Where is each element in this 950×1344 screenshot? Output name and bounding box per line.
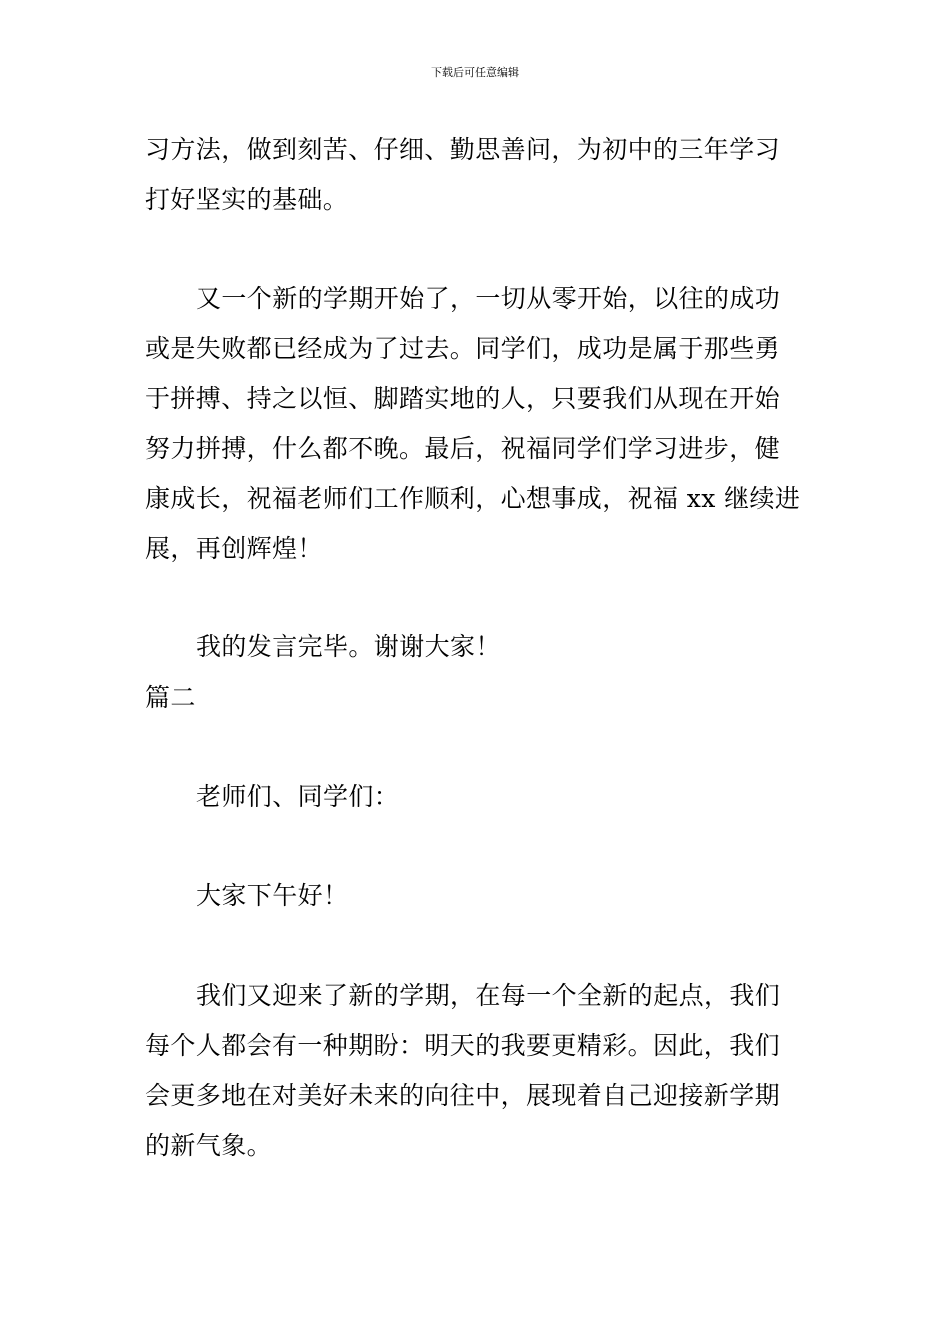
paragraph-line: 于拼搏、持之以恒、脚踏实地的人，只要我们从现在开始: [145, 384, 781, 413]
paragraph-line: 的新气象。: [145, 1131, 273, 1160]
closing-line: 我的发言完毕。谢谢大家！: [196, 632, 501, 661]
paragraph-line: 我们又迎来了新的学期，在每一个全新的起点，我们: [196, 981, 781, 1010]
paragraph-line: 每个人都会有一种期盼：明天的我要更精彩。因此，我们: [145, 1031, 781, 1060]
section-heading: 篇二: [145, 683, 196, 712]
paragraph-line: 会更多地在对美好未来的向往中，展现着自己迎接新学期: [145, 1081, 781, 1110]
paragraph-line: 又一个新的学期开始了，一切从零开始，以往的成功: [196, 284, 781, 313]
paragraph-line: 打好坚实的基础。: [145, 185, 349, 214]
greeting-line: 老师们、同学们：: [196, 782, 400, 811]
paragraph-line: 习方法，做到刻苦、仔细、勤思善问，为初中的三年学习: [145, 135, 781, 164]
paragraph-line: 展，再创辉煌！: [145, 534, 323, 563]
greeting-line: 大家下午好！: [196, 881, 349, 910]
paragraph-line: 康成长，祝福老师们工作顺利，心想事成，祝福 xx 继续进: [145, 484, 801, 513]
paragraph-line: 或是失败都已经成为了过去。同学们，成功是属于那些勇: [145, 334, 781, 363]
page-header-note: 下载后可任意编辑: [431, 66, 519, 79]
paragraph-line: 努力拼搏，什么都不晚。最后，祝福同学们学习进步，健: [145, 434, 781, 463]
